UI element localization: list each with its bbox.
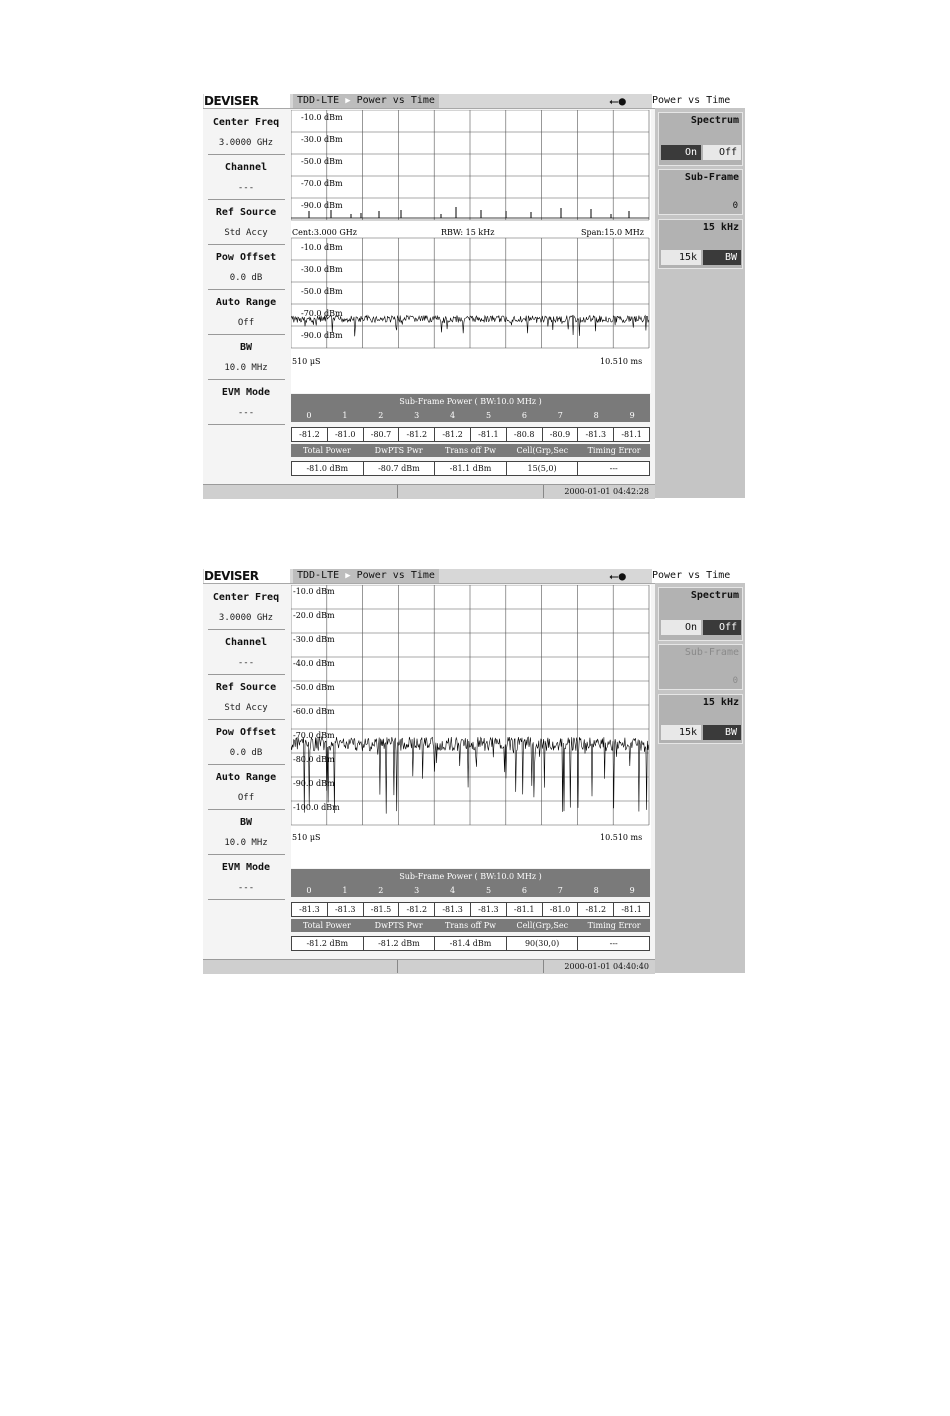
param-value: Std Accy: [224, 703, 268, 713]
subframe-value: -81.3: [292, 903, 328, 916]
summary-header: Timing Error: [587, 446, 641, 455]
subframe-value: -81.2: [435, 428, 471, 441]
subframe-value: -81.3: [435, 903, 471, 916]
plot-svg: [291, 585, 651, 868]
bw-15k-toggle[interactable]: 15k: [661, 250, 701, 265]
time-y-label: -10.0 dBm: [301, 243, 343, 252]
param-label: Auto Range: [215, 297, 277, 308]
param-value: 3.0000 GHz: [218, 613, 274, 623]
status-bar: [203, 484, 655, 499]
spectrum-off-toggle[interactable]: Off: [703, 620, 741, 635]
divider: [208, 899, 285, 900]
subframe-header: 1: [342, 886, 348, 895]
bw-softkey[interactable]: [658, 219, 743, 269]
subframe-header: 0: [306, 886, 312, 895]
softkey-value: 0: [732, 676, 738, 686]
summary-value-row: [291, 461, 650, 476]
param-label: EVM Mode: [221, 862, 271, 873]
subframe-value-row: [291, 427, 650, 442]
parameter-panel: [205, 585, 287, 900]
time-y-label: -40.0 dBm: [293, 659, 335, 668]
subframe-value: -81.3: [471, 903, 507, 916]
param-pow-offset[interactable]: [205, 245, 287, 290]
subframe-value: -81.1: [621, 905, 642, 914]
subframe-header: 8: [593, 411, 599, 420]
subframe-header: 3: [414, 411, 420, 420]
status-bar: [203, 959, 655, 974]
softkey-label: Spectrum: [690, 115, 739, 126]
subframe-value: -80.7: [364, 428, 400, 441]
subframe-header-row: [291, 884, 650, 897]
subframe-value: -81.3: [328, 903, 364, 916]
subframe-header: 9: [629, 886, 635, 895]
status-segment: [397, 485, 544, 498]
time-y-label: -80.0 dBm: [293, 755, 335, 764]
softkey-label: Sub-Frame: [684, 172, 739, 183]
summary-header-row: [291, 919, 650, 932]
spectrum-y-label: -50.0 dBm: [301, 157, 343, 166]
time-y-label: -90.0 dBm: [293, 779, 335, 788]
analyzer-screen-1: [203, 94, 745, 498]
subframe-value: -81.0: [543, 903, 579, 916]
param-label: Center Freq: [212, 592, 280, 603]
param-channel[interactable]: [205, 630, 287, 675]
param-channel[interactable]: [205, 155, 287, 200]
param-value: ---: [237, 658, 255, 668]
measurement-label: Power vs Time: [356, 95, 435, 106]
param-center-freq[interactable]: [205, 110, 287, 155]
subframe-value: -81.0: [328, 428, 364, 441]
param-value: Off: [237, 318, 255, 328]
param-value: Off: [237, 793, 255, 803]
param-center-freq[interactable]: [205, 585, 287, 630]
param-bw[interactable]: [205, 335, 287, 380]
param-label: Pow Offset: [215, 727, 277, 738]
table-title: Sub-Frame Power ( BW:10.0 MHz ): [291, 394, 650, 409]
summary-header: Timing Error: [587, 921, 641, 930]
subframe-header: 5: [485, 411, 492, 420]
time-grid: [291, 238, 649, 348]
breadcrumb-arrow-icon: ▶: [345, 571, 351, 581]
summary-header: DwPTS Pwr: [374, 921, 423, 930]
summary-value: 15(5,0): [507, 462, 579, 475]
param-label: EVM Mode: [221, 387, 271, 398]
time-y-label: -50.0 dBm: [301, 287, 343, 296]
spectrum-span-label: Span:15.0 MHz: [581, 228, 644, 237]
plot-area: [291, 110, 651, 393]
subframe-header: 6: [521, 411, 527, 420]
param-value: 3.0000 GHz: [218, 138, 274, 148]
deviser-logo: DEVISER: [204, 569, 290, 583]
mode-breadcrumb[interactable]: [293, 94, 439, 108]
plot-svg: [291, 110, 651, 393]
subframe-value: -81.2: [292, 428, 328, 441]
summary-header-row: [291, 444, 650, 457]
param-evm-mode[interactable]: [205, 855, 287, 900]
subframe-softkey[interactable]: [658, 169, 743, 215]
subframe-value-row: [291, 902, 650, 917]
param-value: 0.0 dB: [229, 273, 263, 283]
summary-value: ---: [609, 939, 618, 948]
spectrum-off-toggle[interactable]: Off: [703, 145, 741, 160]
param-ref-source[interactable]: [205, 200, 287, 245]
time-x-start: 510 μS: [292, 357, 321, 366]
param-label: Pow Offset: [215, 252, 277, 263]
subframe-value: -81.1: [621, 430, 642, 439]
usb-icon: ⭠●: [609, 569, 626, 583]
time-y-label: -20.0 dBm: [293, 611, 335, 620]
param-label: Ref Source: [215, 207, 277, 218]
subframe-header: 5: [485, 886, 492, 895]
subframe-header-row: [291, 409, 650, 422]
subframe-value: -81.5: [364, 903, 400, 916]
spectrum-rbw-label: RBW: 15 kHz: [441, 228, 495, 237]
param-label: Center Freq: [212, 117, 280, 128]
summary-value: 90(30,0): [507, 937, 579, 950]
summary-value: ---: [609, 464, 618, 473]
param-value: ---: [237, 183, 255, 193]
subframe-value: -80.9: [543, 428, 579, 441]
spectrum-on-toggle[interactable]: On: [661, 145, 701, 160]
spectrum-y-label: -30.0 dBm: [301, 135, 343, 144]
summary-value: -81.2 dBm: [364, 937, 436, 950]
subframe-header: 6: [521, 886, 527, 895]
subframe-value: -81.2: [578, 903, 614, 916]
spectrum-y-label: -90.0 dBm: [301, 201, 343, 210]
summary-header: DwPTS Pwr: [374, 446, 423, 455]
time-x-end: 10.510 ms: [600, 357, 643, 366]
param-label: Channel: [224, 637, 268, 648]
summary-header: Cell(Grp,Sec: [516, 921, 569, 930]
time-y-label: -60.0 dBm: [293, 707, 335, 716]
mode-label: TDD-LTE: [297, 95, 340, 106]
subframe-header: 4: [450, 886, 456, 895]
time-y-label: -70.0 dBm: [301, 309, 343, 318]
softkey-value: 0: [732, 201, 738, 211]
subframe-value: -81.1: [471, 428, 507, 441]
analyzer-screen-2: [203, 569, 745, 973]
summary-value: -81.2 dBm: [292, 937, 364, 950]
time-y-label: -10.0 dBm: [293, 587, 335, 596]
bw-softkey[interactable]: [658, 694, 743, 744]
param-label: Ref Source: [215, 682, 277, 693]
subframe-header: 4: [450, 411, 456, 420]
status-time: 2000-01-01 04:40:40: [564, 962, 649, 971]
softkey-panel: [652, 94, 745, 498]
time-y-label: -100.0 dBm: [293, 803, 340, 812]
softkey-title: Power vs Time: [652, 569, 745, 583]
parameter-panel: [205, 110, 287, 425]
deviser-logo: DEVISER: [204, 94, 290, 108]
subframe-header: 7: [557, 886, 563, 895]
time-x-start: 510 μS: [292, 833, 321, 842]
softkey-panel: [652, 569, 745, 973]
usb-icon: ⭠●: [609, 94, 626, 108]
subframe-header: 0: [306, 411, 312, 420]
param-pow-offset[interactable]: [205, 720, 287, 765]
summary-value-row: [291, 936, 650, 951]
param-label: BW: [239, 342, 253, 353]
time-grid: [291, 585, 649, 825]
param-auto-range[interactable]: [205, 290, 287, 335]
mode-breadcrumb[interactable]: [293, 569, 439, 583]
spectrum-grid: [291, 110, 649, 220]
status-time: 2000-01-01 04:42:28: [564, 487, 649, 496]
status-segment: [397, 960, 544, 973]
param-value: 0.0 dB: [229, 748, 263, 758]
time-y-label: -30.0 dBm: [301, 265, 343, 274]
summary-header: Trans off Pw: [444, 446, 496, 455]
param-label: BW: [239, 817, 253, 828]
time-y-label: -70.0 dBm: [293, 731, 335, 740]
spectrum-softkey[interactable]: [658, 112, 743, 166]
softkey-label: Spectrum: [690, 590, 739, 601]
table-title: Sub-Frame Power ( BW:10.0 MHz ): [291, 869, 650, 884]
subframe-header: 3: [414, 886, 420, 895]
param-label: Auto Range: [215, 772, 277, 783]
summary-header: Cell(Grp,Sec: [516, 446, 569, 455]
measurement-label: Power vs Time: [356, 570, 435, 581]
subframe-header: 1: [342, 411, 348, 420]
subframe-value: -81.2: [399, 428, 435, 441]
spectrum-y-label: -10.0 dBm: [301, 113, 343, 122]
param-label: Channel: [224, 162, 268, 173]
subframe-value: -81.3: [578, 428, 614, 441]
status-segment: [203, 485, 398, 498]
bw-bw-toggle[interactable]: BW: [703, 250, 741, 265]
subframe-value: -81.2: [399, 903, 435, 916]
mode-label: TDD-LTE: [297, 570, 340, 581]
subframe-header: 7: [557, 411, 563, 420]
status-segment: [203, 960, 398, 973]
subframe-softkey[interactable]: [658, 644, 743, 690]
bw-bw-toggle[interactable]: BW: [703, 725, 741, 740]
spectrum-on-toggle[interactable]: On: [661, 620, 701, 635]
summary-value: -81.0 dBm: [292, 462, 364, 475]
param-value: ---: [237, 408, 255, 418]
param-ref-source[interactable]: [205, 675, 287, 720]
time-y-label: -30.0 dBm: [293, 635, 335, 644]
summary-header: Total Power: [302, 446, 351, 455]
param-value: ---: [237, 883, 255, 893]
param-value: 10.0 MHz: [224, 838, 268, 848]
time-x-end: 10.510 ms: [600, 833, 643, 842]
param-bw[interactable]: [205, 810, 287, 855]
param-auto-range[interactable]: [205, 765, 287, 810]
breadcrumb-arrow-icon: ▶: [345, 96, 351, 106]
param-value: 10.0 MHz: [224, 363, 268, 373]
subframe-header: 2: [378, 886, 384, 895]
softkey-label: 15 kHz: [702, 222, 739, 233]
softkey-label: 15 kHz: [702, 697, 739, 708]
spectrum-y-label: -70.0 dBm: [301, 179, 343, 188]
subframe-header: 2: [378, 411, 384, 420]
time-y-label: -50.0 dBm: [293, 683, 335, 692]
top-bar: [203, 569, 655, 584]
subframe-value: -80.8: [507, 428, 543, 441]
time-y-label: -90.0 dBm: [301, 331, 343, 340]
divider: [208, 424, 285, 425]
softkey-title: Power vs Time: [652, 94, 745, 108]
summary-value: -81.4 dBm: [435, 937, 507, 950]
summary-header: Total Power: [302, 921, 351, 930]
bw-15k-toggle[interactable]: 15k: [661, 725, 701, 740]
spectrum-center-label: Cent:3.000 GHz: [292, 228, 357, 237]
summary-value: -80.7 dBm: [364, 462, 436, 475]
top-bar: [203, 94, 655, 109]
subframe-header: 8: [593, 886, 599, 895]
softkey-label: Sub-Frame: [684, 647, 739, 658]
summary-value: -81.1 dBm: [435, 462, 507, 475]
spectrum-softkey[interactable]: [658, 587, 743, 641]
subframe-header: 9: [629, 411, 635, 420]
summary-header: Trans off Pw: [444, 921, 496, 930]
plot-area: [291, 585, 651, 868]
subframe-value: -81.1: [507, 903, 543, 916]
param-evm-mode[interactable]: [205, 380, 287, 425]
param-value: Std Accy: [224, 228, 268, 238]
